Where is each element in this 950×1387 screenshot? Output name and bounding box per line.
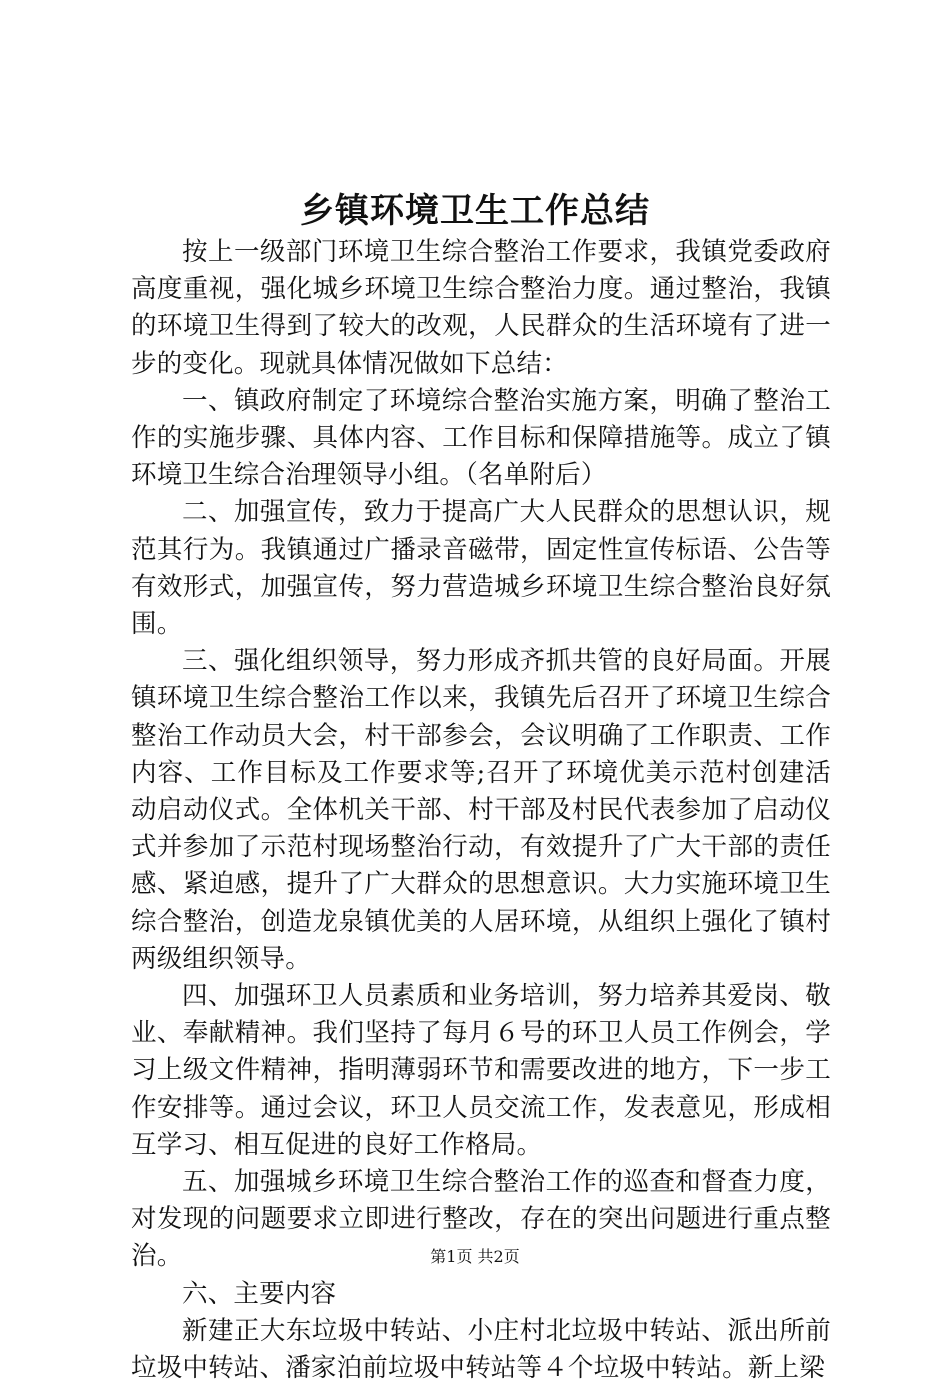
paragraph-section-6-content: 新建正大东垃圾中转站、小庄村北垃圾中转站、派出所前垃圾中转站、潘家泊前垃圾中转站等４个垃圾中转站。新上梁 bbox=[131, 1315, 831, 1384]
paragraph-section-6-heading: 六、主要内容 bbox=[182, 1278, 337, 1309]
document-body bbox=[131, 234, 831, 1387]
paragraph-section-5: 五、加强城乡环境卫生综合整治工作的巡查和督查力度，对发现的问题要求立即进行整改，存在的突出问题进行重点整治。 bbox=[131, 1167, 831, 1272]
document-title: 乡镇环境卫生工作总结 bbox=[300, 191, 650, 231]
paragraph-section-4: 四、加强环卫人员素质和业务培训，努力培养其爱岗、敬业、奉献精神。我们坚持了每月６号的环卫人员工作例会，学习上级文件精神，指明薄弱环节和需要改进的地方，下一步工作安排等。通过会议，环卫人员交流工作，发表意见，形成相互学习、相互促进的良好工作格局。 bbox=[131, 981, 831, 1160]
page-footer: 第1页 共2页 bbox=[430, 1247, 520, 1266]
paragraph-intro: 按上一级部门环境卫生综合整治工作要求，我镇党委政府高度重视，强化城乡环境卫生综合整治力度。通过整治，我镇的环境卫生得到了较大的改观，人民群众的生活环境有了进一步的变化。现就具体情况做如下总结： bbox=[131, 237, 831, 379]
paragraph-section-3: 三、强化组织领导，努力形成齐抓共管的良好局面。开展镇环境卫生综合整治工作以来，我镇先后召开了环境卫生综合整治工作动员大会，村干部参会，会议明确了工作职责、工作内容、工作目标及工作要求等;召开了环境优美示范村创建活动启动仪式。全体机关干部、村干部及村民代表参加了启动仪式并参加了示范村现场整治行动，有效提升了广大干部的责任感、紧迫感，提升了广大群众的思想意识。大力实施环境卫生综合整治，创造龙泉镇优美的人居环境，从组织上强化了镇村两级组织领导。 bbox=[131, 646, 831, 974]
paragraph-section-2: 二、加强宣传，致力于提高广大人民群众的思想认识，规范其行为。我镇通过广播录音磁带，固定性宣传标语、公告等有效形式，加强宣传，努力营造城乡环境卫生综合整治良好氛围。 bbox=[131, 497, 831, 640]
paragraph-section-1: 一、镇政府制定了环境综合整治实施方案，明确了整治工作的实施步骤、具体内容、工作目标和保障措施等。成立了镇环境卫生综合治理领导小组。（名单附后） bbox=[131, 385, 831, 491]
